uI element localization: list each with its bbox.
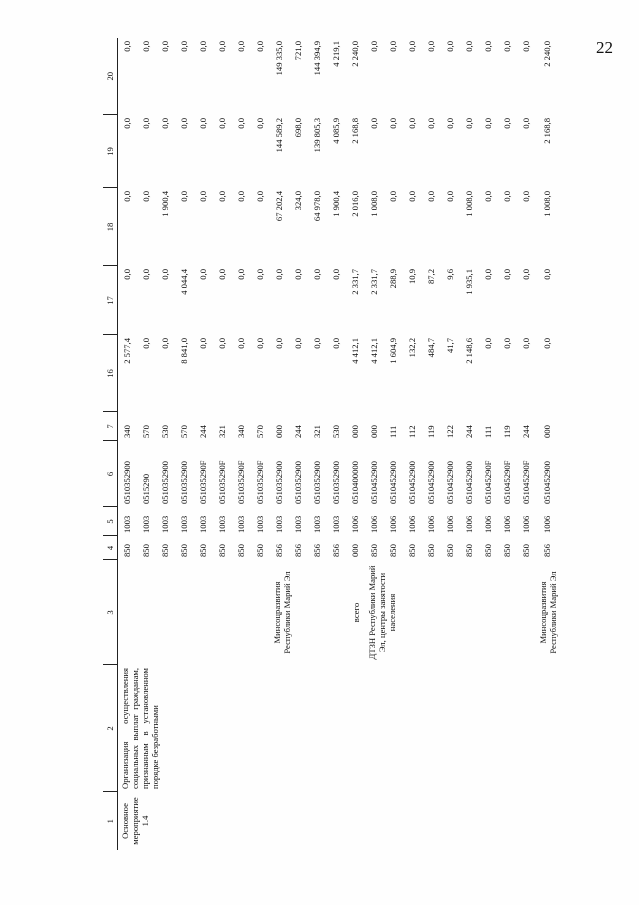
- amount-cell: 0,0: [369, 41, 379, 52]
- expense-type-code-cell: 111: [388, 425, 398, 438]
- amount-cell: 0,0: [407, 41, 417, 52]
- grbs-code-cell: 850: [217, 544, 227, 557]
- expense-type-code-cell: 244: [198, 425, 208, 438]
- grbs-code-cell: 850: [388, 544, 398, 557]
- amount-cell: 0,0: [179, 191, 189, 202]
- amount-cell: 0,0: [122, 191, 133, 202]
- amount-cell: 0,0: [122, 41, 133, 52]
- table-body: [118, 38, 558, 850]
- amount-cell: 0,0: [502, 118, 512, 129]
- amount-cell: 0,0: [445, 191, 455, 202]
- amount-cell: 0,0: [198, 118, 208, 129]
- section-code-cell: 1003: [274, 515, 284, 533]
- amount-cell: 0,0: [236, 41, 246, 52]
- grbs-code-cell: 850: [255, 544, 265, 557]
- amount-cell: 0,0: [198, 269, 208, 280]
- amount-cell: 9,6: [445, 269, 455, 280]
- expense-type-code-cell: 321: [312, 425, 322, 438]
- amount-cell: 144 589,2: [274, 118, 284, 153]
- target-article-code-cell: 051035290F: [217, 460, 227, 504]
- amount-cell: 2 331,7: [350, 269, 360, 295]
- organization-cell: Минсоцразвития Республики Марий Эл: [271, 571, 292, 654]
- section-code-cell: 1006: [407, 515, 417, 533]
- amount-cell: 4 085,9: [331, 118, 341, 144]
- grbs-code-cell: 850: [502, 544, 512, 557]
- amount-cell: 4 412,1: [350, 338, 360, 364]
- section-code-cell: 1003: [179, 515, 189, 533]
- section-code-cell: 1003: [198, 515, 208, 533]
- amount-cell: 0,0: [502, 269, 512, 280]
- amount-cell: 67 202,4: [274, 191, 284, 222]
- section-code-cell: 1003: [122, 515, 133, 533]
- rotated-budget-table: [103, 38, 623, 850]
- amount-cell: 2 016,0: [350, 191, 360, 217]
- grbs-code-cell: 856: [293, 544, 303, 557]
- amount-cell: 0,0: [141, 338, 151, 349]
- grbs-code-cell: 850: [445, 544, 455, 557]
- amount-cell: 698,0: [293, 118, 303, 138]
- amount-cell: 0,0: [521, 338, 531, 349]
- amount-cell: 0,0: [502, 191, 512, 202]
- grbs-code-cell: 850: [426, 544, 436, 557]
- budget-table: [103, 38, 558, 850]
- amount-cell: 4 412,1: [369, 338, 379, 364]
- amount-cell: 324,0: [293, 191, 303, 211]
- target-article-code-cell: 0510452900: [426, 461, 436, 504]
- grbs-code-cell: 856: [312, 544, 322, 557]
- expense-type-code-cell: 122: [445, 425, 455, 438]
- target-article-code-cell: 051035290F: [236, 460, 246, 504]
- target-article-code-cell: 0515290: [141, 473, 151, 504]
- expense-type-code-cell: 530: [160, 425, 170, 438]
- section-code-cell: 1006: [464, 515, 474, 533]
- amount-cell: 0,0: [255, 191, 265, 202]
- amount-cell: 87,2: [426, 269, 436, 285]
- amount-cell: 41,7: [445, 338, 455, 354]
- expense-type-code-cell: 340: [236, 425, 246, 438]
- amount-cell: 0,0: [521, 191, 531, 202]
- section-code-cell: 1006: [445, 515, 455, 533]
- amount-cell: 0,0: [483, 269, 493, 280]
- target-article-code-cell: 0510352900: [122, 461, 133, 504]
- amount-cell: 4 044,4: [179, 269, 189, 295]
- amount-cell: 0,0: [502, 41, 512, 52]
- amount-cell: 0,0: [141, 269, 151, 280]
- amount-cell: 2 577,4: [122, 338, 133, 364]
- grbs-code-cell: 856: [541, 544, 552, 557]
- amount-cell: 0,0: [255, 338, 265, 349]
- amount-cell: 0,0: [521, 41, 531, 52]
- amount-cell: 0,0: [483, 338, 493, 349]
- amount-cell: 139 805,3: [312, 118, 322, 153]
- section-code-cell: 1003: [236, 515, 246, 533]
- expense-type-code-cell: 244: [464, 425, 474, 438]
- target-article-code-cell: 0510452900: [445, 461, 455, 504]
- target-article-code-cell: 051045290F: [521, 460, 531, 504]
- amount-cell: 4 219,1: [331, 41, 341, 67]
- amount-cell: 0,0: [274, 269, 284, 280]
- target-article-code-cell: 051045290F: [502, 460, 512, 504]
- amount-cell: 0,0: [312, 269, 322, 280]
- amount-cell: 0,0: [426, 118, 436, 129]
- column-header-20: 20: [103, 38, 118, 115]
- amount-cell: 0,0: [217, 191, 227, 202]
- target-article-code-cell: 0510400000: [350, 461, 360, 504]
- amount-cell: 2 148,6: [464, 338, 474, 364]
- expense-type-code-cell: 112: [407, 425, 417, 438]
- total-label-cell: всего: [351, 602, 361, 623]
- amount-cell: 132,2: [407, 338, 417, 358]
- amount-cell: 0,0: [141, 41, 151, 52]
- amount-cell: 0,0: [236, 338, 246, 349]
- amount-cell: 0,0: [331, 269, 341, 280]
- amount-cell: 0,0: [426, 191, 436, 202]
- amount-cell: 144 394,9: [312, 41, 322, 76]
- target-article-code-cell: 0510352900: [331, 461, 341, 504]
- amount-cell: 10,9: [407, 269, 417, 285]
- amount-cell: 0,0: [141, 118, 151, 129]
- section-code-cell: 1006: [502, 515, 512, 533]
- column-header-18: 18: [103, 188, 118, 266]
- expense-type-code-cell: 119: [426, 425, 436, 438]
- amount-cell: 0,0: [217, 269, 227, 280]
- amount-cell: 0,0: [236, 191, 246, 202]
- expense-type-code-cell: 321: [217, 425, 227, 438]
- section-code-cell: 1003: [141, 515, 151, 533]
- amount-cell: 0,0: [160, 118, 170, 129]
- amount-cell: 0,0: [160, 269, 170, 280]
- expense-type-code-cell: 570: [255, 425, 265, 438]
- expense-type-code-cell: 244: [521, 425, 531, 438]
- amount-cell: 1 008,0: [369, 191, 379, 217]
- target-article-code-cell: 0510452900: [541, 461, 552, 504]
- organization-cell: Минсоцразвития Республики Марий Эл: [537, 571, 558, 654]
- section-code-cell: 1003: [293, 515, 303, 533]
- amount-cell: 0,0: [464, 118, 474, 129]
- amount-cell: 0,0: [160, 338, 170, 349]
- section-code-cell: 1003: [331, 515, 341, 533]
- amount-cell: 0,0: [274, 338, 284, 349]
- amount-cell: 0,0: [464, 41, 474, 52]
- amount-cell: 0,0: [445, 41, 455, 52]
- section-code-cell: 1006: [541, 515, 552, 533]
- target-article-code-cell: 0510452900: [407, 461, 417, 504]
- amount-cell: 0,0: [445, 118, 455, 129]
- table-row: [118, 38, 137, 850]
- amount-cell: 0,0: [426, 41, 436, 52]
- amount-cell: 149 335,0: [274, 41, 284, 76]
- page-number: 22: [596, 38, 613, 57]
- expense-type-code-cell: 570: [179, 425, 189, 438]
- target-article-code-cell: 0510452900: [388, 461, 398, 504]
- activity-description-cell: Организация осуществления социальных выплат гражданам, признанным в установленном порядке безработными: [120, 668, 160, 789]
- grbs-code-cell: 850: [236, 544, 246, 557]
- amount-cell: 0,0: [521, 269, 531, 280]
- activity-code-cell: Основное мероприятие 1.4: [120, 797, 150, 845]
- amount-cell: 0,0: [312, 338, 322, 349]
- target-article-code-cell: 0510352900: [160, 461, 170, 504]
- target-article-code-cell: 0510452900: [464, 461, 474, 504]
- target-article-code-cell: 0510452900: [369, 461, 379, 504]
- grbs-code-cell: 850: [483, 544, 493, 557]
- amount-cell: 0,0: [141, 191, 151, 202]
- column-header-7: 7: [103, 412, 118, 441]
- organization-cell: ДТЗН Республики Марий Эл, центры занятости населения: [366, 565, 397, 660]
- amount-cell: 0,0: [236, 118, 246, 129]
- grbs-code-cell: 850: [122, 544, 133, 557]
- grbs-code-cell: 850: [160, 544, 170, 557]
- expense-type-code-cell: 340: [122, 425, 133, 438]
- column-header-1: 1: [103, 792, 118, 850]
- amount-cell: 0,0: [255, 41, 265, 52]
- amount-cell: 0,0: [198, 191, 208, 202]
- expense-type-code-cell: 000: [541, 425, 552, 438]
- amount-cell: 0,0: [407, 191, 417, 202]
- amount-cell: 1 935,1: [464, 269, 474, 295]
- amount-cell: 0,0: [160, 41, 170, 52]
- grbs-code-cell: 856: [331, 544, 341, 557]
- amount-cell: 1 604,9: [388, 338, 398, 364]
- target-article-code-cell: 051045290F: [483, 460, 493, 504]
- amount-cell: 0,0: [331, 338, 341, 349]
- grbs-code-cell: 000: [350, 544, 360, 557]
- amount-cell: 0,0: [217, 338, 227, 349]
- amount-cell: 0,0: [255, 269, 265, 280]
- amount-cell: 0,0: [198, 338, 208, 349]
- amount-cell: 721,0: [293, 41, 303, 61]
- grbs-code-cell: 850: [141, 544, 151, 557]
- section-code-cell: 1006: [483, 515, 493, 533]
- amount-cell: 0,0: [483, 41, 493, 52]
- expense-type-code-cell: 119: [502, 425, 512, 438]
- column-header-4: 4: [103, 536, 118, 560]
- expense-type-code-cell: 000: [274, 425, 284, 438]
- amount-cell: 1 900,4: [160, 191, 170, 217]
- section-code-cell: 1006: [426, 515, 436, 533]
- amount-cell: 1 900,4: [331, 191, 341, 217]
- grbs-code-cell: 850: [369, 544, 379, 557]
- amount-cell: 0,0: [217, 118, 227, 129]
- section-code-cell: 1006: [350, 515, 360, 533]
- amount-cell: 0,0: [541, 338, 552, 349]
- target-article-code-cell: 051035290F: [198, 460, 208, 504]
- column-header-5: 5: [103, 507, 118, 536]
- section-code-cell: 1003: [217, 515, 227, 533]
- organization-empty-cell: [118, 560, 270, 665]
- amount-cell: 0,0: [122, 269, 133, 280]
- amount-cell: 484,7: [426, 338, 436, 358]
- amount-cell: 2 168,8: [350, 118, 360, 144]
- amount-cell: 2 240,0: [350, 41, 360, 67]
- amount-cell: 0,0: [217, 41, 227, 52]
- amount-cell: 0,0: [483, 118, 493, 129]
- grbs-code-cell: 856: [274, 544, 284, 557]
- amount-cell: 0,0: [122, 118, 133, 129]
- amount-cell: 0,0: [293, 269, 303, 280]
- amount-cell: 0,0: [388, 191, 398, 202]
- column-header-3: 3: [103, 560, 118, 665]
- section-code-cell: 1006: [521, 515, 531, 533]
- amount-cell: 2 168,8: [541, 118, 552, 144]
- target-article-code-cell: 0510352900: [293, 461, 303, 504]
- expense-type-code-cell: 000: [369, 425, 379, 438]
- amount-cell: 0,0: [369, 118, 379, 129]
- grbs-code-cell: 850: [521, 544, 531, 557]
- amount-cell: 0,0: [483, 191, 493, 202]
- amount-cell: 2 331,7: [369, 269, 379, 295]
- grbs-code-cell: 850: [179, 544, 189, 557]
- amount-cell: 1 008,0: [541, 191, 552, 217]
- amount-cell: 0,0: [388, 41, 398, 52]
- amount-cell: 2 240,0: [541, 41, 552, 67]
- column-header-2: 2: [103, 665, 118, 792]
- amount-cell: 8 841,0: [179, 338, 189, 364]
- amount-cell: 0,0: [179, 41, 189, 52]
- expense-type-code-cell: 111: [483, 425, 493, 438]
- column-header-16: 16: [103, 335, 118, 412]
- amount-cell: 0,0: [407, 118, 417, 129]
- amount-cell: 0,0: [179, 118, 189, 129]
- grbs-code-cell: 850: [407, 544, 417, 557]
- amount-cell: 0,0: [521, 118, 531, 129]
- amount-cell: 0,0: [293, 338, 303, 349]
- target-article-code-cell: 0510352900: [312, 461, 322, 504]
- expense-type-code-cell: 000: [350, 425, 360, 438]
- amount-cell: 0,0: [236, 269, 246, 280]
- amount-cell: 0,0: [502, 338, 512, 349]
- expense-type-code-cell: 244: [293, 425, 303, 438]
- header-row: [103, 38, 118, 850]
- expense-type-code-cell: 570: [141, 425, 151, 438]
- column-header-6: 6: [103, 441, 118, 507]
- amount-cell: 0,0: [388, 118, 398, 129]
- section-code-cell: 1003: [312, 515, 322, 533]
- column-header-19: 19: [103, 115, 118, 188]
- amount-cell: 288,9: [388, 269, 398, 289]
- grbs-code-cell: 850: [464, 544, 474, 557]
- section-code-cell: 1003: [255, 515, 265, 533]
- amount-cell: 0,0: [255, 118, 265, 129]
- amount-cell: 64 978,0: [312, 191, 322, 222]
- amount-cell: 0,0: [541, 269, 552, 280]
- section-code-cell: 1006: [388, 515, 398, 533]
- grbs-code-cell: 850: [198, 544, 208, 557]
- expense-type-code-cell: 530: [331, 425, 341, 438]
- column-header-17: 17: [103, 266, 118, 335]
- target-article-code-cell: 0510352900: [274, 461, 284, 504]
- amount-cell: 1 008,0: [464, 191, 474, 217]
- section-code-cell: 1006: [369, 515, 379, 533]
- section-code-cell: 1003: [160, 515, 170, 533]
- target-article-code-cell: 051035290F: [255, 460, 265, 504]
- amount-cell: 0,0: [198, 41, 208, 52]
- target-article-code-cell: 0510352900: [179, 461, 189, 504]
